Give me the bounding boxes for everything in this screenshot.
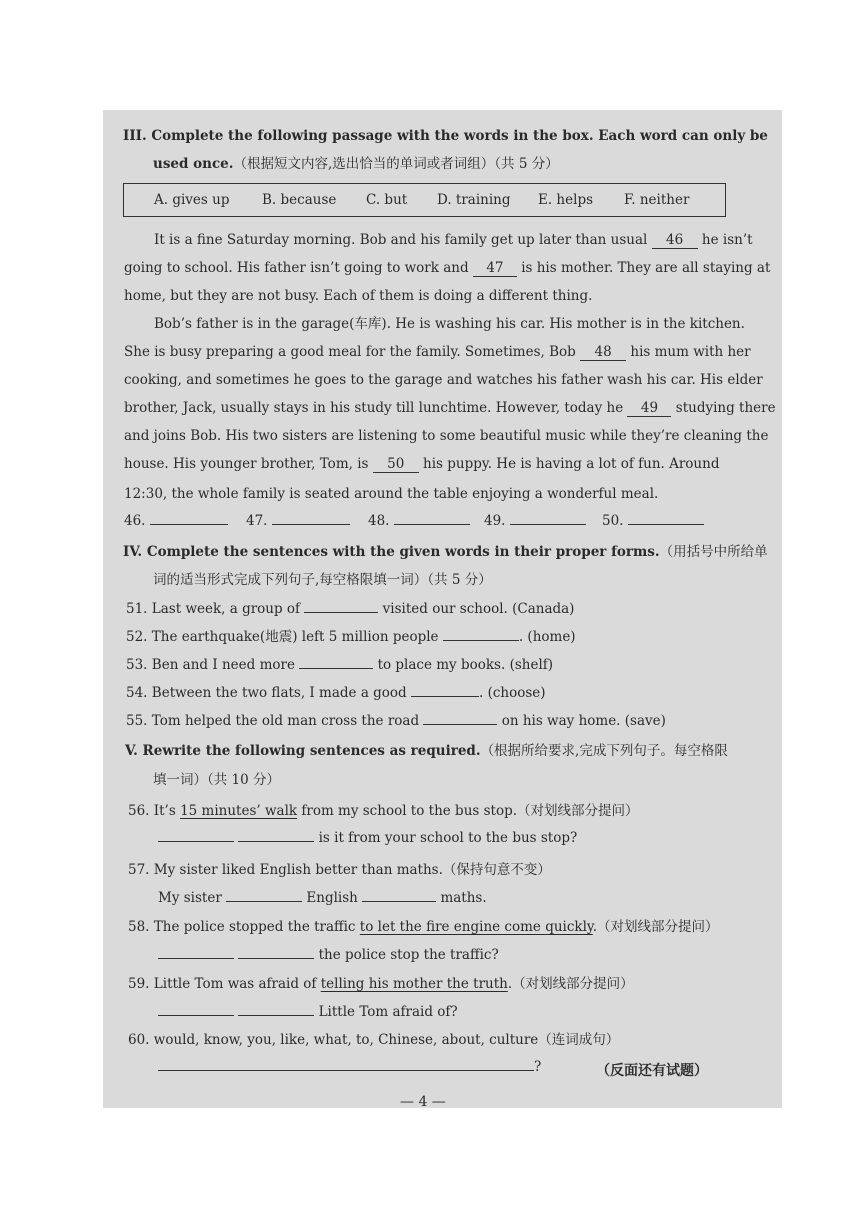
answer-49: 49.: [484, 512, 586, 530]
section-4-title-cont: 词的适当形式完成下列句子,每空格限填一词）（共 5 分）: [153, 572, 492, 588]
blank-49: 49: [627, 400, 671, 417]
question-53: 53. Ben and I need more to place my books. (shelf): [126, 657, 554, 673]
passage-line: brother, Jack, usually stays in his study till lunchtime. However, today he 49 studying there: [124, 400, 776, 416]
question-59-answer: Little Tom afraid of?: [158, 1003, 458, 1021]
question-52: 52. The earthquake(地震) left 5 million people . (home): [126, 629, 576, 645]
blank-48: 48: [580, 344, 626, 361]
passage-line: It is a fine Saturday morning. Bob and his family get up later than usual 46 he isn’t: [154, 232, 753, 248]
section-3-title-cont: used once.（根据短文内容,选出恰当的单词或者词组）（共 5 分）: [153, 156, 559, 172]
option-f: F. neither: [624, 192, 690, 208]
passage-line: house. His younger brother, Tom, is 50 his puppy. He is having a lot of fun. Around: [124, 456, 720, 472]
answer-46: 46.: [124, 512, 228, 530]
passage-line: cooking, and sometimes he goes to the garage and watches his father wash his car. His elder: [124, 372, 763, 388]
section-3-title: III. Complete the following passage with the words in the box. Each word can only be: [123, 128, 768, 144]
passage-line: Bob’s father is in the garage(车库). He is washing his car. His mother is in the kitchen.: [154, 316, 745, 332]
question-55: 55. Tom helped the old man cross the road on his way home. (save): [126, 713, 666, 729]
passage-line: 12:30, the whole family is seated around the table enjoying a wonderful meal.: [124, 486, 659, 502]
section-5-title-cont: 填一词）（共 10 分）: [153, 772, 281, 788]
blank-47: 47: [473, 260, 517, 277]
answer-50: 50.: [602, 512, 704, 530]
passage-line: She is busy preparing a good meal for the family. Sometimes, Bob 48 his mum with her: [124, 344, 751, 360]
back-page-note: （反面还有试题）: [596, 1063, 708, 1079]
blank-46: 46: [652, 232, 698, 249]
question-56-answer: is it from your school to the bus stop?: [158, 829, 577, 847]
question-59: 59. Little Tom was afraid of telling his mother the truth.（对划线部分提问）: [128, 976, 634, 992]
section-5-title: V. Rewrite the following sentences as required.（根据所给要求,完成下列句子。每空格限: [125, 743, 728, 759]
question-57: 57. My sister liked English better than maths.（保持句意不变）: [128, 862, 551, 878]
option-e: E. helps: [538, 192, 594, 208]
option-d: D. training: [437, 192, 511, 208]
question-51: 51. Last week, a group of visited our school. (Canada): [126, 601, 575, 617]
answer-47: 47.: [246, 512, 350, 530]
blank-50: 50: [373, 456, 419, 473]
question-60-answer: ?: [158, 1058, 541, 1076]
answer-48: 48.: [368, 512, 470, 530]
question-60: 60. would, know, you, like, what, to, Chinese, about, culture（连词成句）: [128, 1032, 620, 1048]
question-58: 58. The police stopped the traffic to let the fire engine come quickly.（对划线部分提问）: [128, 919, 719, 935]
section-4-title: IV. Complete the sentences with the given words in their proper forms.（用括号中所给单: [123, 544, 768, 560]
word-box: [123, 183, 726, 217]
passage-line: going to school. His father isn’t going to work and 47 is his mother. They are all staying at: [124, 260, 771, 276]
option-c: C. but: [366, 192, 408, 208]
passage-line: and joins Bob. His two sisters are listening to some beautiful music while they’re cleaning the: [124, 428, 769, 444]
question-57-answer: My sister English maths.: [158, 890, 487, 906]
passage-line: home, but they are not busy. Each of them is doing a different thing.: [124, 288, 593, 304]
option-b: B. because: [262, 192, 337, 208]
page-number: — 4 —: [400, 1094, 446, 1110]
question-58-answer: the police stop the traffic?: [158, 946, 499, 964]
option-a: A. gives up: [154, 192, 230, 208]
question-54: 54. Between the two flats, I made a good . (choose): [126, 685, 546, 701]
question-56: 56. It’s 15 minutes’ walk from my school to the bus stop.（对划线部分提问）: [128, 803, 639, 819]
